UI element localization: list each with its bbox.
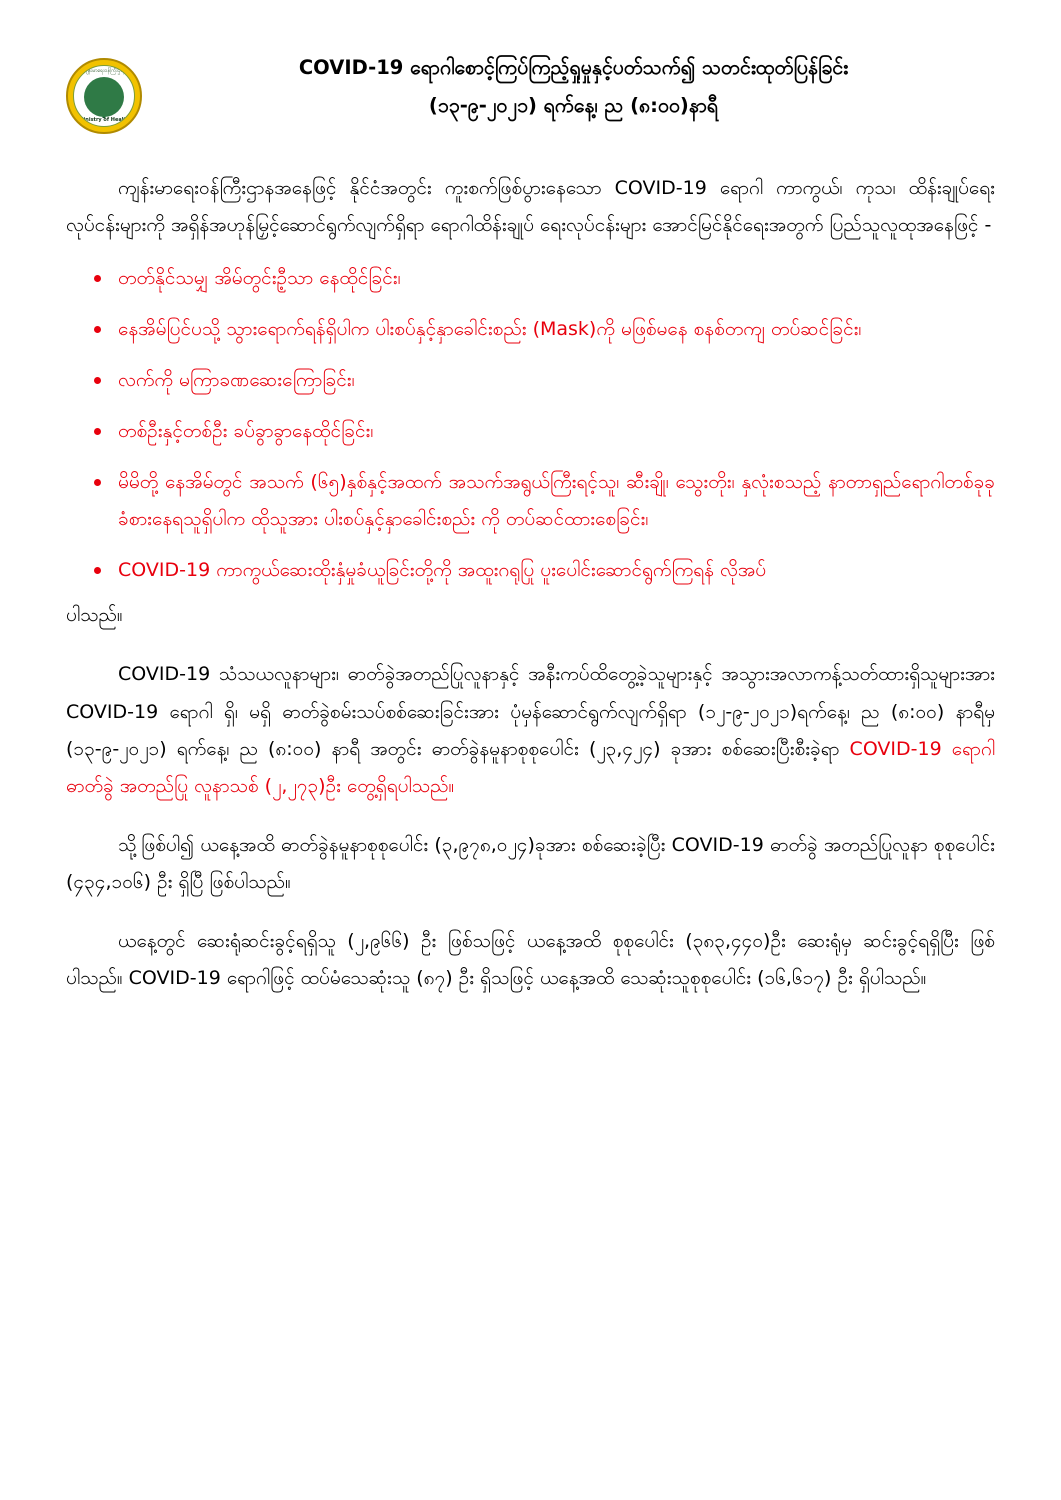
list-item: တတ်နိုင်သမျှ အိမ်တွင်းဦ့သာ နေထိုင်ခြင်း၊ xyxy=(66,260,995,297)
document-title-line-1: COVID-19 ရောဂါစောင့်ကြပ်ကြည့်ရှုမှုနှင့်ပတ်သက်၍ သတင်းထုတ်ပြန်ခြင်း xyxy=(298,56,849,79)
list-item: နေအိမ်ပြင်ပသို့ သွားရောက်ရန်ရှိပါက ပါးစပ်နှင့်နှာခေါင်းစည်း (Mask)ကို မဖြစ်မနေ စနစ်တကျ တပ်ဆင်ခြင်း၊ xyxy=(66,311,995,348)
new-confirmed-cases-text: COVID-19 ရောဂါ ဓာတ်ခွဲ အတည်ပြု လူနာသစ် (၂,၂၇၃)ဦး တွေ့ရှိရပါသည်။ xyxy=(66,737,995,797)
list-item: COVID-19 ကာကွယ်ဆေးထိုးနှံမှုခံယူခြင်းတို့ကို အထူးဂရုပြု ပူးပေါင်းဆောင်ရွက်ကြရန် လိုအပ် xyxy=(66,552,995,589)
document-header xyxy=(66,52,995,148)
testing-summary-text: COVID-19 သံသယလူနာများ၊ ဓာတ်ခွဲအတည်ပြုလူနာနှင့် အနီးကပ်ထိတွေ့ခဲ့သူများနှင့် အသွားအလာကန့်သတ်ထားရှိသူများအား COVID-19 ရောဂါ ရှိ၊ မရှိ ဓာတ်ခွဲစမ်းသပ်စစ်ဆေးခြင်းအား ပုံမှန်ဆောင်ရွက်လျက်ရှိရာ (၁၂-၉-၂၀၂၁)ရက်နေ့၊ ည (၈:၀၀) နာရီမှ (၁၃-၉-၂၀၂၁) ရက်နေ့၊ ည (၈:၀၀) နာရီ အတွင်း ဓာတ်ခွဲနမူနာစုစုပေါင်း (၂၃,၄၂၄) ခုအား စစ်ဆေးပြီးစီးခဲ့ရာ xyxy=(66,663,995,760)
title-block xyxy=(162,52,985,122)
testing-summary-paragraph xyxy=(66,656,995,804)
list-item: မိမိတို့ နေအိမ်တွင် အသက် (၆၅)နှစ်နှင့်အထက် အသက်အရွယ်ကြီးရင့်သူ၊ ဆီးချို၊ သွေးတိုး၊ နှလုံးစသည့် နာတာရှည်ရောဂါတစ်ခုခု ခံစားနေရသူရှိပါက ထိုသူအား ပါးစပ်နှင့်နှာခေါင်းစည်း ကို တပ်ဆင်ထားစေခြင်း၊ xyxy=(66,464,995,538)
list-item: တစ်ဦးနှင့်တစ်ဦး ခပ်ခွာခွာနေထိုင်ခြင်း၊ xyxy=(66,413,995,450)
bullet-list-closing-text: ပါသည်။ xyxy=(66,604,123,627)
seal-top-text: ကျန်းမာရေးဝန်ကြီးဌာန xyxy=(82,68,126,74)
guidance-bullet-list xyxy=(66,260,995,589)
discharged-and-deaths-paragraph: ယနေ့တွင် ဆေးရုံဆင်းခွင့်ရရှိသူ (၂,၉၆၆) ဦး ဖြစ်သဖြင့် ယနေ့အထိ စုစုပေါင်း (၃၈၃,၄၄၀)ဦး ဆေးရုံမှ ဆင်းခွင့်ရရှိပြီး ဖြစ်ပါသည်။ COVID-19 ရောဂါဖြင့် ထပ်မံသေဆုံးသူ (၈၇) ဦး ရှိသဖြင့် ယနေ့အထိ သေဆုံးသူစုစုပေါင်း (၁၆,၆၁၇) ဦး ရှိပါသည်။ xyxy=(66,929,995,989)
list-item: လက်ကို မကြာခဏဆေးကြောခြင်း၊ xyxy=(66,362,995,399)
cumulative-cases-paragraph: သို့ဖြစ်ပါ၍ ယနေ့အထိ ဓာတ်ခွဲနမူနာစုစုပေါင်း (၃,၉၇၈,၀၂၄)ခုအား စစ်ဆေးခဲ့ပြီး COVID-19 ဓာတ်ခွဲ အတည်ပြုလူနာ စုစုပေါင်း (၄၃၄,၁၀၆) ဦး ရှိပြီ ဖြစ်ပါသည်။ xyxy=(66,833,995,893)
seal-bottom-text: Ministry of Health xyxy=(78,117,130,123)
intro-paragraph: ကျန်းမာရေးဝန်ကြီးဌာနအနေဖြင့် နိုင်ငံအတွင်း ကူးစက်ဖြစ်ပွားနေသော COVID-19 ရောဂါ ကာကွယ်၊ ကုသ၊ ထိန်းချုပ်ရေးလုပ်ငန်းများကို အရှိန်အဟုန်မြှင့်ဆောင်ရွက်လျက်ရှိရာ ရောဂါထိန်းချုပ် ရေးလုပ်ငန်းများ အောင်မြင်နိုင်ရေးအတွက် ပြည်သူလူထုအနေဖြင့် - xyxy=(66,177,995,237)
document-title-line-2: (၁၃-၉-၂၀၂၁) ရက်နေ့၊ ည (၈:၀၀)နာရီ xyxy=(428,94,719,118)
